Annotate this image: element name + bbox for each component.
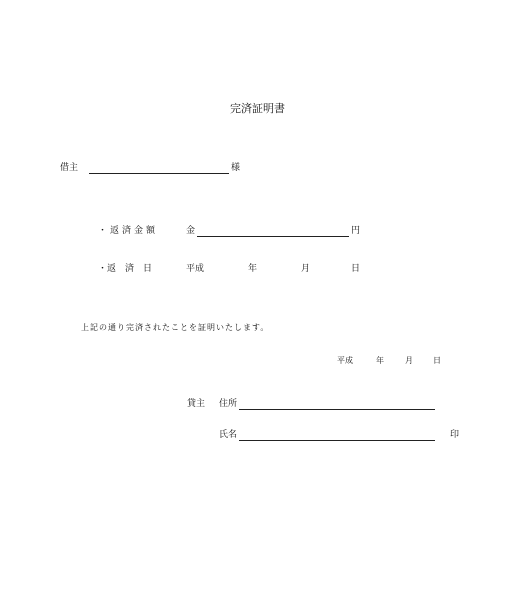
repayment-amount-field[interactable] — [197, 236, 349, 237]
lender-address-field[interactable] — [239, 409, 435, 410]
borrower-name-field[interactable] — [89, 173, 229, 174]
issue-date-month: 月 — [405, 356, 413, 365]
borrower-suffix: 様 — [231, 163, 241, 173]
lender-name-label: 氏名 — [219, 430, 238, 440]
document-title: 完済証明書 — [230, 102, 285, 115]
repayment-date-year: 年 — [248, 264, 258, 274]
repayment-date-month: 月 — [301, 264, 311, 274]
repayment-date-era: 平成 — [186, 264, 205, 274]
repayment-amount-label: ・返済金額 — [98, 226, 159, 236]
lender-name-field[interactable] — [239, 440, 435, 441]
seal-mark: 印 — [450, 430, 460, 440]
issue-date-year: 年 — [376, 356, 384, 365]
amount-suffix: 円 — [351, 226, 361, 236]
amount-prefix: 金 — [186, 226, 196, 236]
borrower-label: 借主 — [60, 163, 79, 173]
lender-label: 貸主 — [187, 399, 206, 409]
repayment-date-day: 日 — [351, 264, 361, 274]
lender-address-label: 住所 — [219, 399, 238, 409]
certification-statement: 上記の通り完済されたことを証明いたします。 — [81, 323, 270, 332]
repayment-date-label: ・返 済 日 — [98, 264, 153, 274]
issue-date-era: 平成 — [337, 356, 353, 365]
issue-date-day: 日 — [433, 356, 441, 365]
